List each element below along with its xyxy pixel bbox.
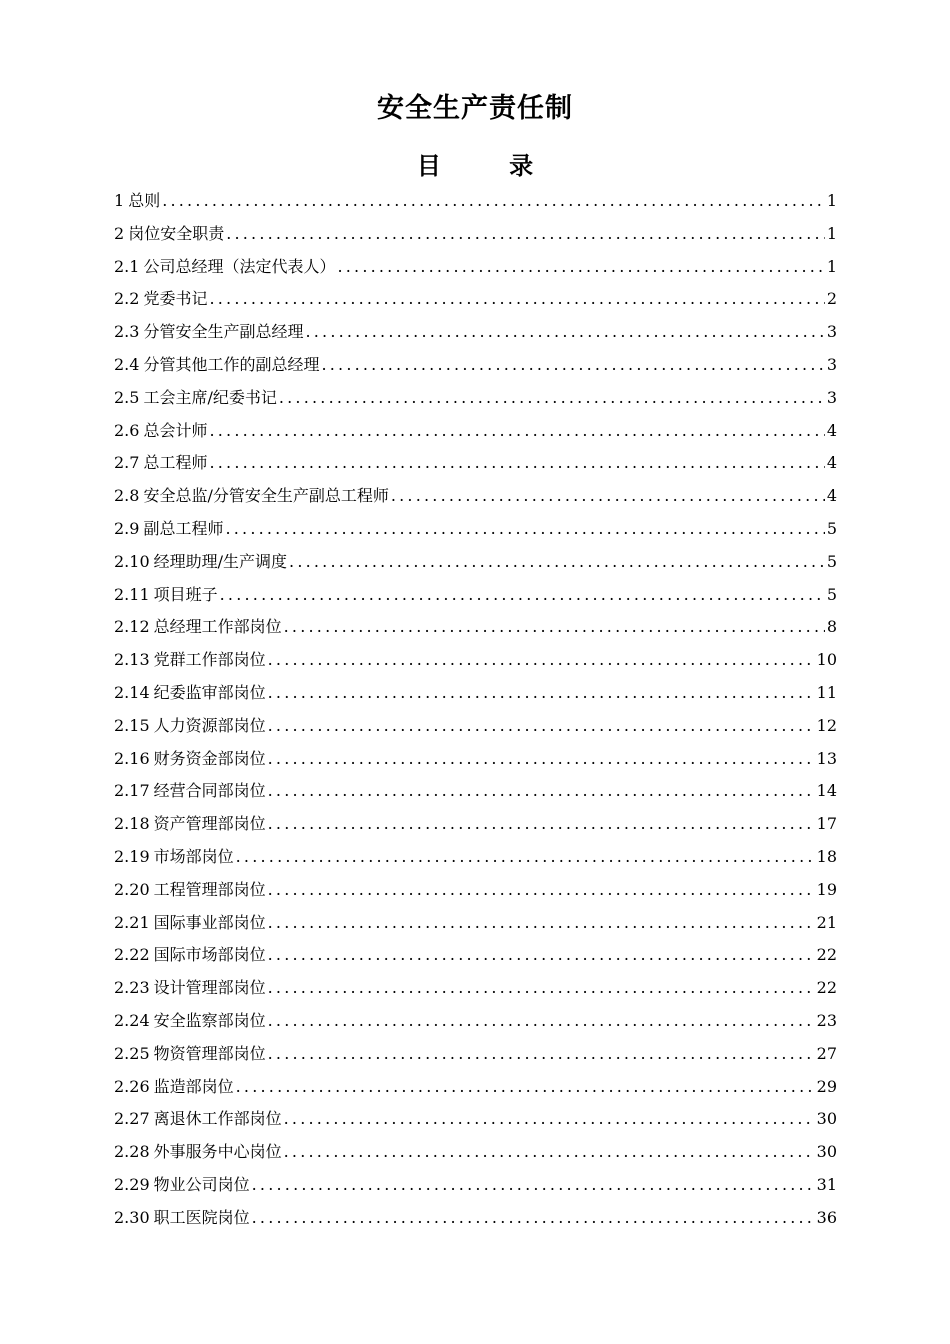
toc-entry-number: 2.27: [114, 1109, 150, 1129]
toc-entry-number: 2.8: [114, 486, 140, 506]
toc-entry-number: 2.4: [114, 354, 140, 374]
toc-entry-page-number: 19: [816, 879, 837, 899]
toc-leader-dots: [279, 382, 825, 415]
toc-entry-title: 党群工作部岗位: [153, 650, 266, 670]
toc-entry-title: 监造部岗位: [153, 1076, 234, 1096]
toc-leader-dots: [284, 1136, 815, 1169]
toc-entry[interactable]: [114, 185, 837, 218]
toc-entry-number: 2.19: [114, 846, 150, 866]
toc-entry-number: 2.12: [114, 617, 150, 637]
toc-leader-dots: [209, 415, 824, 448]
toc-leader-dots: [268, 808, 815, 841]
toc-entry-number: 2.2: [114, 289, 140, 309]
toc-entry-title: 经理助理/生产调度: [153, 551, 288, 571]
toc-entry-page-number: 30: [816, 1109, 837, 1129]
toc-entry-page-number: 17: [816, 814, 837, 834]
toc-entry-number: 2.1: [114, 256, 140, 276]
toc-entry[interactable]: [114, 251, 837, 284]
toc-leader-dots: [289, 546, 825, 579]
toc-entry[interactable]: [114, 611, 837, 644]
toc-entry[interactable]: [114, 907, 837, 940]
toc-entry-title: 纪委监审部岗位: [153, 682, 266, 702]
toc-heading: 目 录: [416, 152, 564, 180]
toc-leader-dots: [252, 1169, 815, 1202]
toc-entry-title: 党委书记: [143, 289, 208, 309]
toc-entry-page-number: 2: [826, 289, 837, 309]
toc-entry-number: 2.30: [114, 1207, 150, 1227]
toc-leader-dots: [268, 710, 815, 743]
toc-entry-number: 2.29: [114, 1174, 150, 1194]
toc-entry[interactable]: [114, 1103, 837, 1136]
toc-entry-number: 2.28: [114, 1142, 150, 1162]
toc-entry-title: 总工程师: [143, 453, 208, 473]
toc-entry-title: 物业公司岗位: [153, 1174, 250, 1194]
toc-entry[interactable]: [114, 1071, 837, 1104]
toc-entry[interactable]: [114, 874, 837, 907]
toc-entry-page-number: 3: [826, 322, 837, 342]
toc-entry-page-number: 4: [826, 420, 837, 440]
toc-entry-title: 离退休工作部岗位: [153, 1109, 282, 1129]
toc-entry-page-number: 1: [826, 223, 837, 243]
toc-entry[interactable]: [114, 415, 837, 448]
toc-leader-dots: [268, 1005, 815, 1038]
toc-leader-dots: [305, 316, 824, 349]
toc-entry-number: 2.3: [114, 322, 140, 342]
toc-entry-title: 总经理工作部岗位: [153, 617, 282, 637]
toc-entry-page-number: 27: [816, 1043, 837, 1063]
toc-entry-title: 岗位安全职责: [128, 223, 225, 243]
toc-entry-number: 2.7: [114, 453, 140, 473]
toc-leader-dots: [220, 579, 825, 612]
toc-entry-page-number: 18: [816, 846, 837, 866]
toc-entry-title: 分管其他工作的副总经理: [143, 354, 320, 374]
toc-entry-title: 国际事业部岗位: [153, 912, 266, 932]
toc-entry-title: 外事服务中心岗位: [153, 1142, 282, 1162]
toc-entry-number: 2.25: [114, 1043, 150, 1063]
toc-entry[interactable]: [114, 808, 837, 841]
toc-entry-number: 2.23: [114, 978, 150, 998]
toc-leader-dots: [321, 349, 824, 382]
toc-entry-number: 2.20: [114, 879, 150, 899]
toc-entry[interactable]: [114, 1202, 837, 1235]
toc-entry-title: 安全总监/分管安全生产副总工程师: [143, 486, 389, 506]
toc-entry[interactable]: [114, 1136, 837, 1169]
toc-entry-page-number: 5: [826, 551, 837, 571]
toc-entry-title: 安全监察部岗位: [153, 1010, 266, 1030]
toc-leader-dots: [209, 447, 824, 480]
toc-entry-page-number: 1: [826, 191, 837, 210]
toc-entry[interactable]: [114, 382, 837, 415]
toc-entry[interactable]: [114, 1005, 837, 1038]
toc-leader-dots: [268, 644, 815, 677]
toc-entry-title: 资产管理部岗位: [153, 814, 266, 834]
toc-leader-dots: [268, 907, 815, 940]
toc-entry[interactable]: [114, 513, 837, 546]
toc-entry-number: 2.5: [114, 387, 140, 407]
toc-entry-page-number: 29: [816, 1076, 837, 1096]
toc-entry-title: 公司总经理（法定代表人）: [143, 256, 336, 276]
toc-entry-number: 2.10: [114, 551, 150, 571]
toc-entry-page-number: 14: [816, 781, 837, 801]
toc-entry-number: 2.13: [114, 650, 150, 670]
toc-entry-title: 副总工程师: [143, 518, 224, 538]
toc-entry[interactable]: [114, 546, 837, 579]
toc-entry-page-number: 3: [826, 354, 837, 374]
toc-leader-dots: [162, 185, 825, 218]
toc-leader-dots: [268, 874, 815, 907]
toc-entry-number: 2.6: [114, 420, 140, 440]
toc-entry-title: 分管安全生产副总经理: [143, 322, 304, 342]
table-of-contents: [114, 185, 837, 1235]
toc-entry-page-number: 12: [816, 715, 837, 735]
document-title: 安全生产责任制: [377, 93, 573, 124]
toc-entry-title: 项目班子: [153, 584, 218, 604]
toc-leader-dots: [209, 283, 824, 316]
toc-entry[interactable]: [114, 841, 837, 874]
toc-entry-number: 2.14: [114, 682, 150, 702]
toc-entry[interactable]: [114, 480, 837, 513]
toc-leader-dots: [268, 1038, 815, 1071]
toc-leader-dots: [236, 1071, 815, 1104]
toc-entry-title: 市场部岗位: [153, 846, 234, 866]
toc-leader-dots: [391, 480, 825, 513]
toc-entry-number: 2.11: [114, 584, 150, 604]
toc-leader-dots: [284, 611, 825, 644]
toc-entry[interactable]: [114, 283, 837, 316]
toc-entry-title: 人力资源部岗位: [153, 715, 266, 735]
toc-leader-dots: [226, 218, 825, 251]
toc-entry-page-number: 8: [826, 617, 837, 637]
toc-leader-dots: [268, 743, 815, 776]
toc-entry-page-number: 23: [816, 1010, 837, 1030]
toc-entry-page-number: 21: [816, 912, 837, 932]
toc-leader-dots: [268, 939, 815, 972]
toc-leader-dots: [268, 775, 815, 808]
toc-entry-number: 2.26: [114, 1076, 150, 1096]
toc-entry-page-number: 4: [826, 486, 837, 506]
toc-leader-dots: [268, 677, 815, 710]
toc-entry-number: 2.15: [114, 715, 150, 735]
toc-entry-page-number: 1: [826, 256, 837, 276]
toc-entry-number: 2.21: [114, 912, 150, 932]
toc-entry[interactable]: [114, 1038, 837, 1071]
toc-entry[interactable]: [114, 349, 837, 382]
toc-leader-dots: [225, 513, 824, 546]
toc-entry[interactable]: [114, 579, 837, 612]
toc-entry-number: 2.24: [114, 1010, 150, 1030]
toc-entry-page-number: 22: [816, 978, 837, 998]
toc-entry[interactable]: [114, 775, 837, 808]
toc-leader-dots: [268, 972, 815, 1005]
toc-entry-page-number: 22: [816, 945, 837, 965]
toc-entry-title: 国际市场部岗位: [153, 945, 266, 965]
toc-entry[interactable]: [114, 743, 837, 776]
toc-entry-number: 1: [114, 191, 125, 210]
toc-entry-number: 2: [114, 223, 125, 243]
toc-entry[interactable]: [114, 316, 837, 349]
toc-leader-dots: [337, 251, 824, 284]
toc-entry-page-number: 5: [826, 518, 837, 538]
toc-entry-number: 2.9: [114, 518, 140, 538]
toc-entry-title: 工程管理部岗位: [153, 879, 266, 899]
toc-entry-title: 财务资金部岗位: [153, 748, 266, 768]
toc-entry[interactable]: [114, 972, 837, 1005]
toc-entry-number: 2.16: [114, 748, 150, 768]
toc-entry-page-number: 13: [816, 748, 837, 768]
toc-entry-title: 经营合同部岗位: [153, 781, 266, 801]
toc-entry-title: 总会计师: [143, 420, 208, 440]
toc-entry-title: 物资管理部岗位: [153, 1043, 266, 1063]
toc-entry-number: 2.18: [114, 814, 150, 834]
toc-entry-page-number: 3: [826, 387, 837, 407]
toc-entry-page-number: 30: [816, 1142, 837, 1162]
toc-entry[interactable]: [114, 1169, 837, 1202]
toc-entry[interactable]: [114, 447, 837, 480]
toc-entry-title: 职工医院岗位: [153, 1207, 250, 1227]
toc-entry-title: 设计管理部岗位: [153, 978, 266, 998]
toc-entry[interactable]: [114, 677, 837, 710]
toc-entry-page-number: 10: [816, 650, 837, 670]
toc-entry-title: 总则: [128, 191, 161, 210]
toc-entry-number: 2.22: [114, 945, 150, 965]
toc-entry-title: 工会主席/纪委书记: [143, 387, 277, 407]
toc-entry-page-number: 5: [826, 584, 837, 604]
toc-leader-dots: [252, 1202, 815, 1235]
toc-entry[interactable]: [114, 939, 837, 972]
toc-leader-dots: [236, 841, 815, 874]
toc-entry-page-number: 36: [816, 1207, 837, 1227]
toc-entry-page-number: 11: [816, 682, 837, 702]
toc-entry[interactable]: [114, 218, 837, 251]
toc-entry[interactable]: [114, 644, 837, 677]
toc-entry-page-number: 31: [816, 1174, 837, 1194]
toc-entry-number: 2.17: [114, 781, 150, 801]
toc-entry-page-number: 4: [826, 453, 837, 473]
toc-entry[interactable]: [114, 710, 837, 743]
toc-leader-dots: [284, 1103, 815, 1136]
